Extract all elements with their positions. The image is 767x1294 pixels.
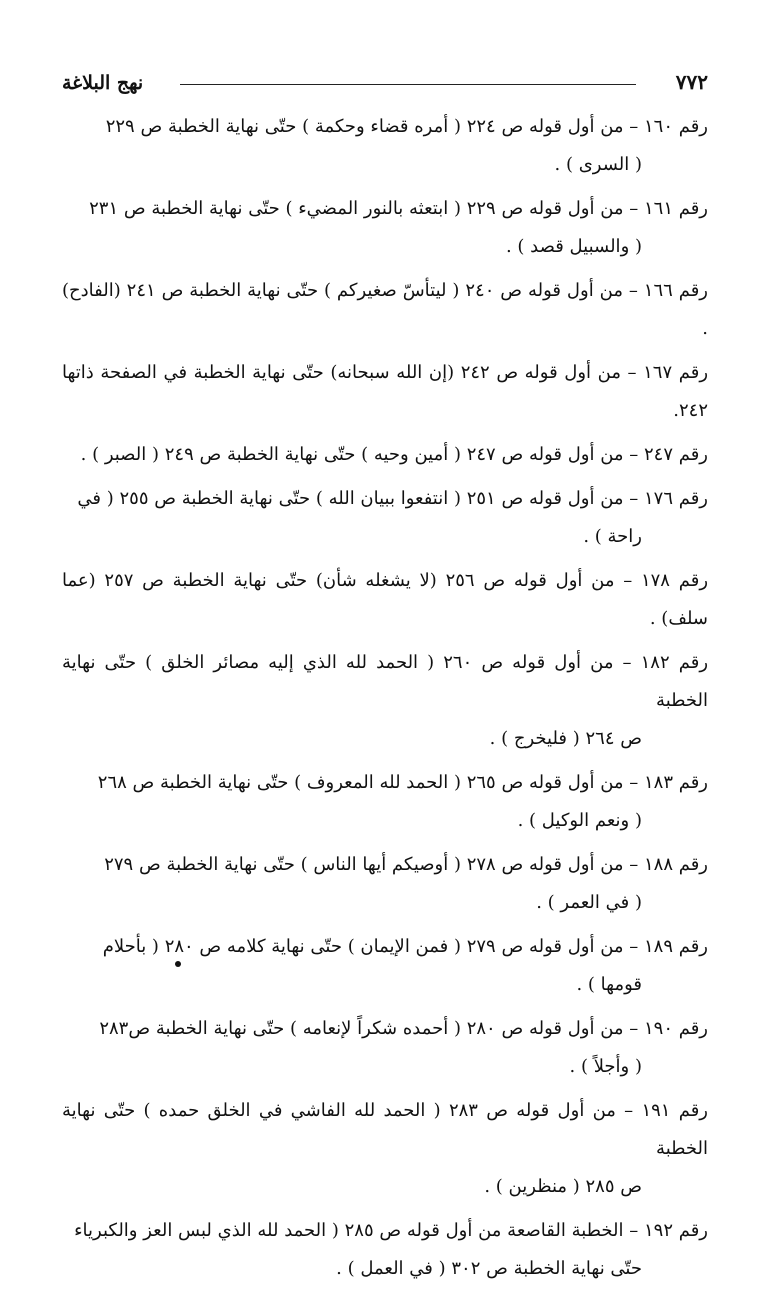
entry-text: رقم ١٩٠ – من أول قوله ص ٢٨٠ ( أحمده شكراً لإنعامه ) حتّى نهاية الخطبة ص٢٨٣ (99, 1018, 708, 1039)
running-header (62, 68, 708, 102)
header-rule (180, 84, 636, 85)
entry-continuation: ( والسبيل قصد ) . (505, 236, 642, 257)
list-item (62, 764, 708, 840)
list-item (62, 1212, 708, 1288)
entry-continuation: حتّى نهاية الخطبة ص ٣٠٢ ( في العمل ) . (336, 1258, 642, 1279)
entry-text: رقم ١٨٩ – من أول قوله ص ٢٧٩ ( فمن الإيمان ) حتّى نهاية كلامه ص ٢٨٠ ( بأحلام (102, 936, 708, 957)
entries-list (62, 108, 708, 1294)
entry-continuation: ( في العمر ) . (536, 892, 642, 913)
page-number: ٧٧٢ (675, 70, 708, 94)
list-item (62, 1092, 708, 1206)
list-item (62, 846, 708, 922)
entry-text: رقم ١٦٦ – من أول قوله ص ٢٤٠ ( ليتأسّ صغيركم ) حتّى نهاية الخطبة ص ٢٤١ (الفادح) . (62, 280, 709, 339)
list-item (62, 108, 708, 184)
entry-text: رقم ١٩١ – من أول قوله ص ٢٨٣ ( الحمد لله الفاشي في الخلق حمده ) حتّى نهاية الخطبة (62, 1100, 708, 1159)
list-item (62, 190, 708, 266)
entry-continuation: راحة ) . (583, 526, 642, 547)
list-item (62, 272, 708, 348)
list-item (62, 436, 708, 474)
entry-text: رقم ١٩٢ – الخطبة القاصعة من أول قوله ص ٢٨٥ ( الحمد لله الذي لبس العز والكبرياء (74, 1220, 708, 1241)
entry-text: رقم ١٨٨ – من أول قوله ص ٢٧٨ ( أوصيكم أيها الناس ) حتّى نهاية الخطبة ص ٢٧٩ (104, 854, 708, 875)
entry-text: رقم ١٧٦ – من أول قوله ص ٢٥١ ( انتفعوا ببيان الله ) حتّى نهاية الخطبة ص ٢٥٥ ( في (77, 488, 708, 509)
entry-continuation: ص ٢٦٤ ( فليخرج ) . (489, 728, 642, 749)
list-item (62, 354, 708, 430)
entry-text: رقم ١٦٠ – من أول قوله ص ٢٢٤ ( أمره قضاء وحكمة ) حتّى نهاية الخطبة ص ٢٢٩ (105, 116, 708, 137)
entry-text: رقم ١٦٧ – من أول قوله ص ٢٤٢ (إن الله سبحانه) حتّى نهاية الخطبة في الصفحة ذاتها ٢٤٢. (62, 362, 709, 421)
entry-continuation: ( وأجلاً ) . (569, 1056, 642, 1077)
entry-text: رقم ١٦١ – من أول قوله ص ٢٢٩ ( ابتعثه بالنور المضيء ) حتّى نهاية الخطبة ص ٢٣١ (89, 198, 708, 219)
entry-text: رقم ١٨٢ – من أول قوله ص ٢٦٠ ( الحمد لله الذي إليه مصائر الخلق ) حتّى نهاية الخطبة (62, 652, 709, 711)
ink-dot (175, 961, 181, 967)
list-item (62, 1010, 708, 1086)
book-title: نهج البلاغة (62, 72, 144, 94)
list-item (62, 644, 708, 758)
list-item (62, 928, 708, 1004)
entry-continuation: ( السرى ) . (554, 154, 642, 175)
entry-text: رقم ٢٤٧ – من أول قوله ص ٢٤٧ ( أمين وحيه ) حتّى نهاية الخطبة ص ٢٤٩ ( الصبر ) . (80, 444, 708, 465)
entry-text: رقم ١٨٣ – من أول قوله ص ٢٦٥ ( الحمد لله المعروف ) حتّى نهاية الخطبة ص ٢٦٨ (97, 772, 708, 793)
entry-text: رقم ١٧٨ – من أول قوله ص ٢٥٦ (لا يشغله شأن) حتّى نهاية الخطبة ص ٢٥٧ (عما سلف) . (62, 570, 709, 629)
entry-continuation: ( ونعم الوكيل ) . (517, 810, 642, 831)
entry-continuation: قومها ) . (576, 974, 642, 995)
list-item (62, 480, 708, 556)
entry-continuation: ص ٢٨٥ ( منظرين ) . (484, 1176, 642, 1197)
list-item (62, 562, 708, 638)
